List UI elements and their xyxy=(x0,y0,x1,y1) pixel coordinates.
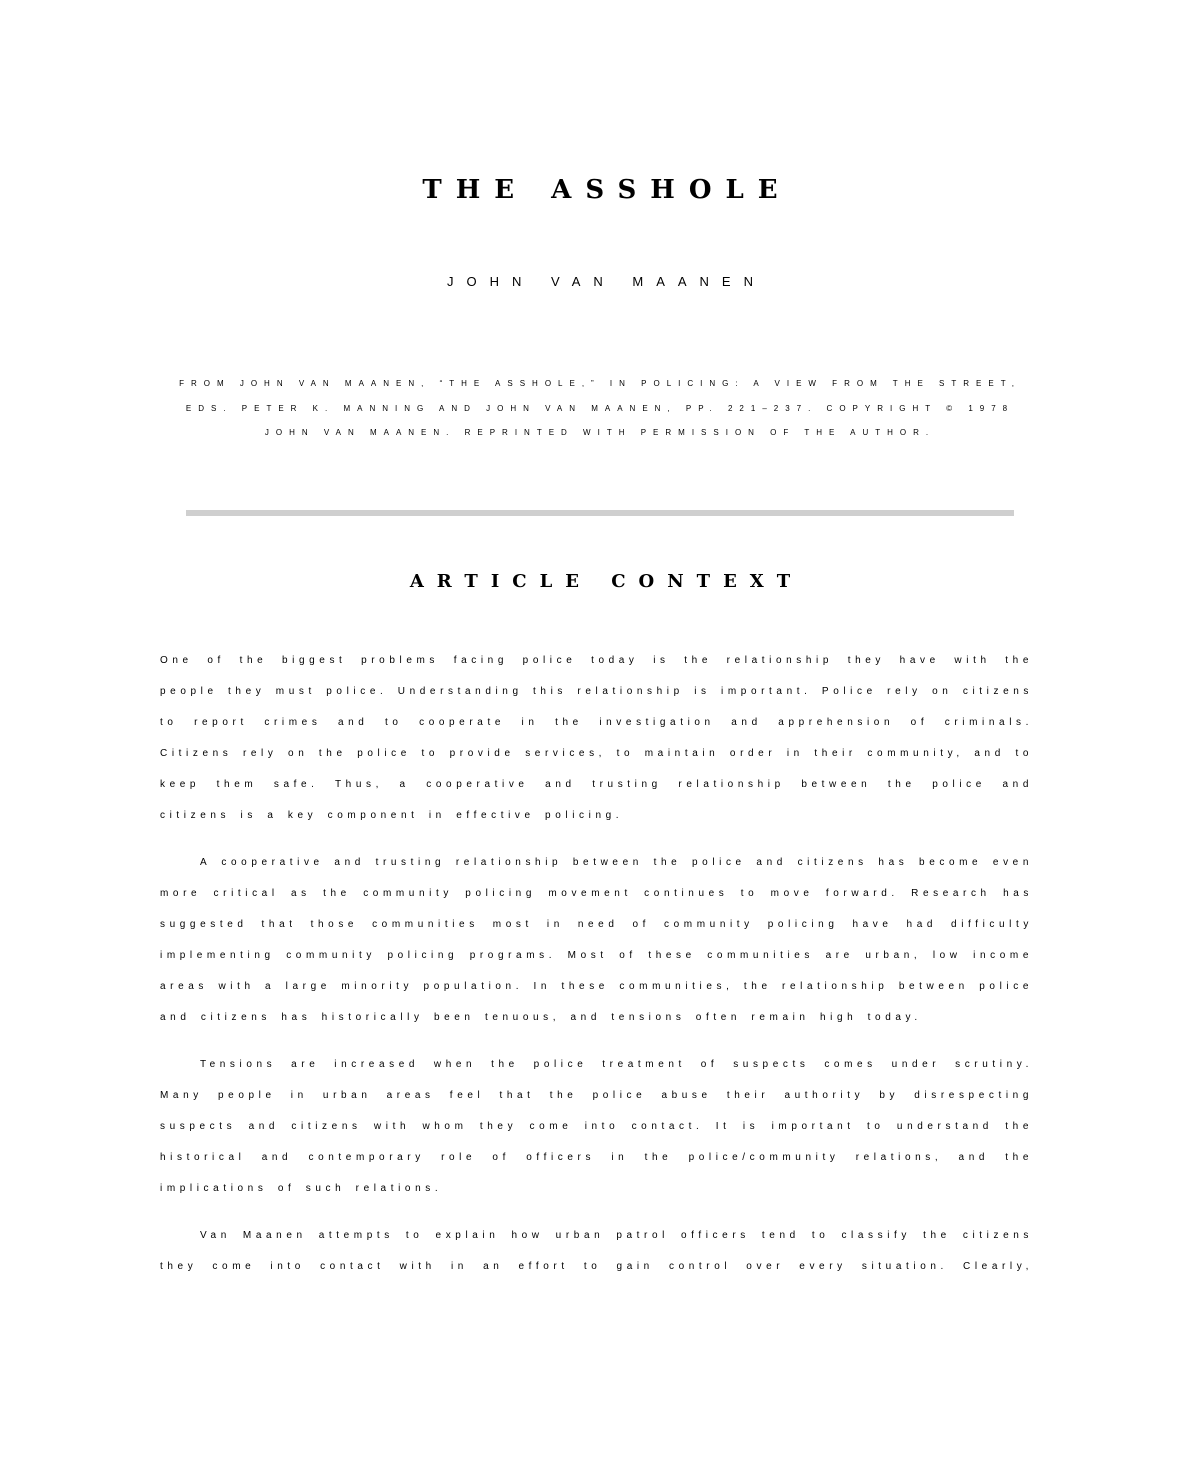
body-paragraph-1: One of the biggest problems facing police today is the relationship they have with the people they must police. Understanding this relationship is important. Police rely on citizens to report crimes and to cooperate in the investigation and apprehension of criminals. Citizens rely on the police to provide services, to maintain order in their community, and to keep them safe. Thus, a cooperative and trusting relationship between the police and citizens is a key component in effective policing. xyxy=(160,655,1033,821)
article-title: THE ASSHOLE xyxy=(422,175,792,205)
article-body xyxy=(160,645,1033,1282)
body-paragraph-4: Van Maanen attempts to explain how urban patrol officers tend to classify the citizens they come into contact with in an effort to gain control over every situation. Clearly, xyxy=(160,1230,1033,1272)
source-citation: FROM JOHN VAN MAANEN, “THE ASSHOLE,” IN POLICING: A VIEW FROM THE STREET, EDS. PETER K. MANNING AND JOHN VAN MAANEN, PP. 221–237. COPYRIGHT © 1978 JOHN VAN MAANEN. REPRINTED WITH PERMISSION OF THE AUTHOR. xyxy=(179,379,1021,437)
body-paragraph-3: Tensions are increased when the police treatment of suspects comes under scrutiny. Many people in urban areas feel that the police abuse their authority by disrespecting suspects and citizens with whom they come into contact. It is important to understand the historical and contemporary role of officers in the police/community relations, and the implications of such relations. xyxy=(160,1059,1033,1194)
section-divider xyxy=(186,510,1014,516)
section-heading: ARTICLE CONTEXT xyxy=(409,571,804,592)
article-author: JOHN VAN MAANEN xyxy=(447,274,766,289)
body-paragraph-2: A cooperative and trusting relationship between the police and citizens has become even more critical as the community policing movement continues to move forward. Research has suggested that those communities most in need of community policing have had difficulty implementing community policing programs. Most of these communities are urban, low income areas with a large minority population. In these communities, the relationship between police and citizens has historically been tenuous, and tensions often remain high today. xyxy=(160,857,1033,1023)
